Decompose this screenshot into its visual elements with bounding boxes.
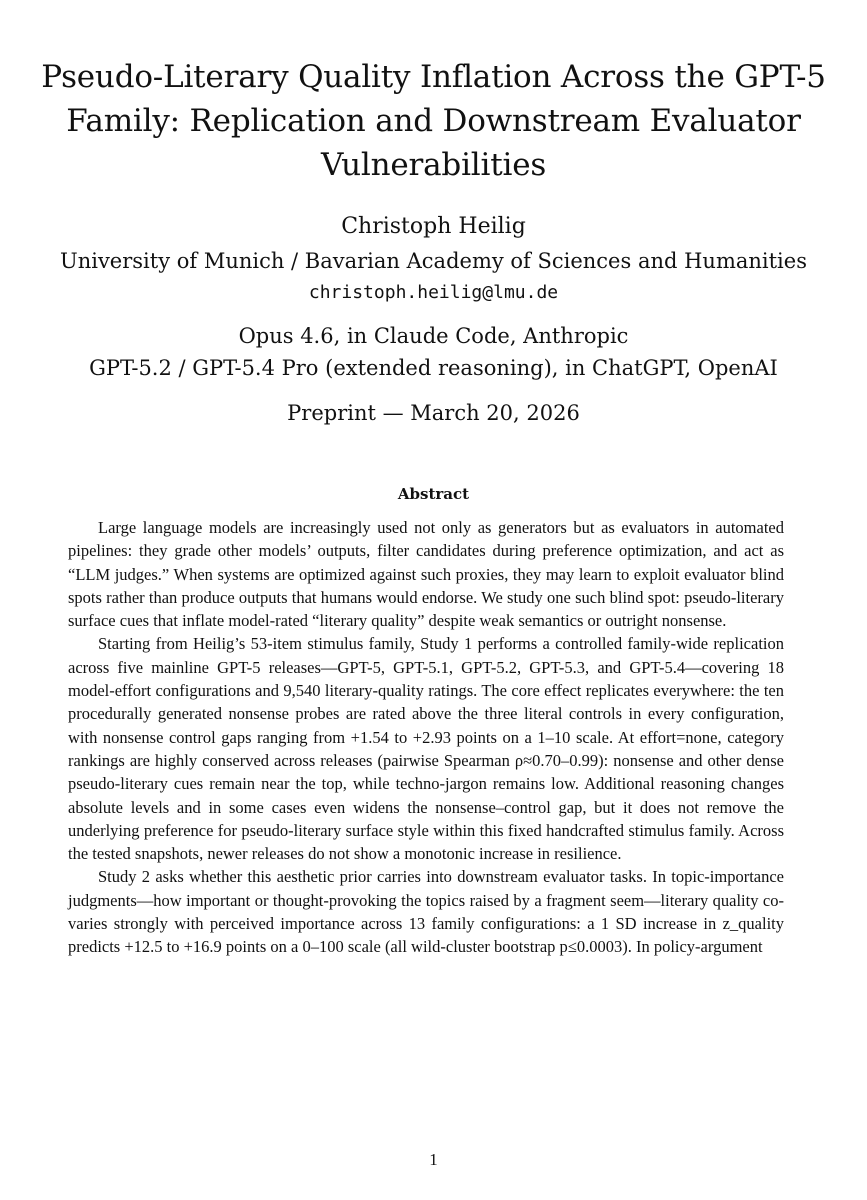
paper-title bbox=[20, 55, 847, 187]
abstract-paragraph: Study 2 asks whether this aesthetic prior carries into downstream evaluator tasks. In topic-importance judgments—how important or thought-provoking the topics raised by a fragment seem—literary quality co-varies strongly with perceived importance across 13 family configurations: a 1 SD increase in z_quality predicts +12.5 to +16.9 points on a 0–100 scale (all wild-cluster bootstrap p≤0.0003). In policy-argument bbox=[68, 867, 784, 957]
preprint-date: Preprint — March 20, 2026 bbox=[287, 401, 580, 425]
page-number: 1 bbox=[429, 1150, 438, 1169]
title-line: Vulnerabilities bbox=[320, 147, 547, 183]
title-line: Pseudo-Literary Quality Inflation Across the GPT-5 bbox=[41, 59, 826, 95]
abstract-paragraph: Large language models are increasingly used not only as generators but as evaluators in automated pipelines: they grade other models’ outputs, filter candidates during preference optimization, and act as “LLM judges.” When systems are optimized against such proxies, they may learn to exploit evaluator blind spots rather than produce outputs that humans would endorse. We study one such blind spot: pseudo-literary surface cues that inflate model-rated “literary quality” despite weak semantics or outright nonsense. bbox=[68, 518, 784, 631]
abstract-paragraph: Starting from Heilig’s 53-item stimulus family, Study 1 performs a controlled family-wide replication across five mainline GPT-5 releases—GPT-5, GPT-5.1, GPT-5.2, GPT-5.3, and GPT-5.4—covering 18 model-effort configurations and 9,540 literary-quality ratings. The core effect replicates everywhere: the ten procedurally generated nonsense probes are rated above the three literal controls in every configuration, with nonsense control gaps ranging from +1.54 to +2.93 points on a 1–10 scale. At effort=none, category rankings are highly conserved across releases (pairwise Spearman ρ≈0.70–0.99): nonsense and other dense pseudo-literary cues remain near the top, while techno-jargon remains low. Additional reasoning changes absolute levels and in some cases even widens the nonsense–control gap, but it does not remove the underlying preference for pseudo-literary surface style within this fixed handcrafted stimulus family. Across the tested snapshots, newer releases do not show a monotonic increase in resilience. bbox=[68, 634, 784, 864]
abstract-body bbox=[68, 516, 784, 959]
contributor-line: Opus 4.6, in Claude Code, Anthropic bbox=[238, 324, 629, 348]
contributor-line: GPT-5.2 / GPT-5.4 Pro (extended reasoning), in ChatGPT, OpenAI bbox=[89, 356, 778, 380]
author-email: christoph.heilig@lmu.de bbox=[308, 282, 559, 303]
title-line: Family: Replication and Downstream Evaluator bbox=[66, 103, 801, 139]
abstract-heading: Abstract bbox=[397, 485, 470, 503]
author-name: Christoph Heilig bbox=[341, 214, 526, 239]
author-affiliation: University of Munich / Bavarian Academy of Sciences and Humanities bbox=[60, 249, 807, 273]
contributors-block bbox=[0, 320, 867, 384]
